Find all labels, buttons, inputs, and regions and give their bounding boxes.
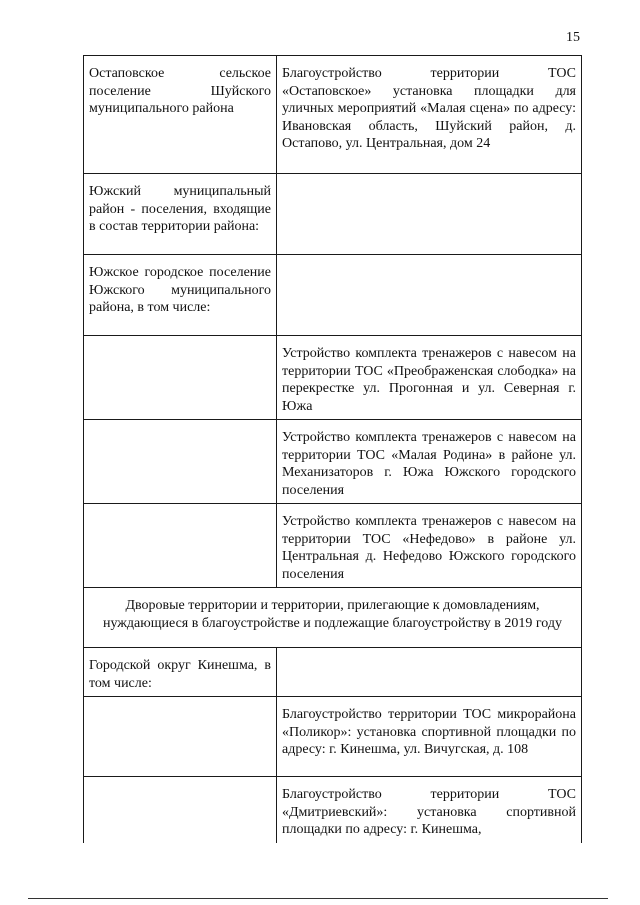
municipality-cell [84,697,277,777]
project-cell: Благоустройство территории ТОС «Остаповское» установка площадки для уличных мероприятий «Малая сцена» по адресу: Ивановская область, Шуйский район, д. Остапово, ул. Центральная, дом 24 [277,56,582,174]
project-cell [277,648,582,697]
table-row [84,255,582,336]
municipality-cell: Городской округ Кинешма, в том числе: [84,648,277,697]
section-heading: Дворовые территории и территории, прилегающие к домовладениям, нуждающиеся в благоустройстве и подлежащие благоустройству в 2019 году [84,588,582,648]
table-row [84,420,582,504]
table-row [84,777,582,843]
municipality-cell [84,504,277,588]
project-cell: Благоустройство территории ТОС «Дмитриевский»: установка спортивной площадки по адресу: г. Кинешма, [277,777,582,843]
program-table [83,55,582,843]
section-row [84,588,582,648]
table-row [84,56,582,174]
project-cell: Устройство комплекта тренажеров с навесом на территории ТОС «Нефедово» в районе ул. Центральная д. Нефедово Южского городского поселения [277,504,582,588]
project-cell: Устройство комплекта тренажеров с навесом на территории ТОС «Преображенская слободка» на перекрестке ул. Прогонная и ул. Северная г. Южа [277,336,582,420]
scan-edge-rule [28,898,608,899]
table-row [84,648,582,697]
municipality-cell [84,336,277,420]
page-number: 15 [566,30,580,45]
table-row [84,504,582,588]
municipality-cell: Южский муниципальный район - поселения, входящие в состав территории района: [84,174,277,255]
project-cell: Устройство комплекта тренажеров с навесом на территории ТОС «Малая Родина» в районе ул. Механизаторов г. Южа Южского городского поселения [277,420,582,504]
municipality-cell: Остаповское сельское поселение Шуйского муниципального района [84,56,277,174]
project-cell: Благоустройство территории ТОС микрорайона «Поликор»: установка спортивной площадки по адресу: г. Кинешма, ул. Вичугская, д. 108 [277,697,582,777]
project-cell [277,255,582,336]
municipality-cell [84,420,277,504]
municipality-cell: Южское городское поселение Южского муниципального района, в том числе: [84,255,277,336]
table-row [84,336,582,420]
municipality-cell [84,777,277,843]
table-row [84,174,582,255]
table-row [84,697,582,777]
project-cell [277,174,582,255]
